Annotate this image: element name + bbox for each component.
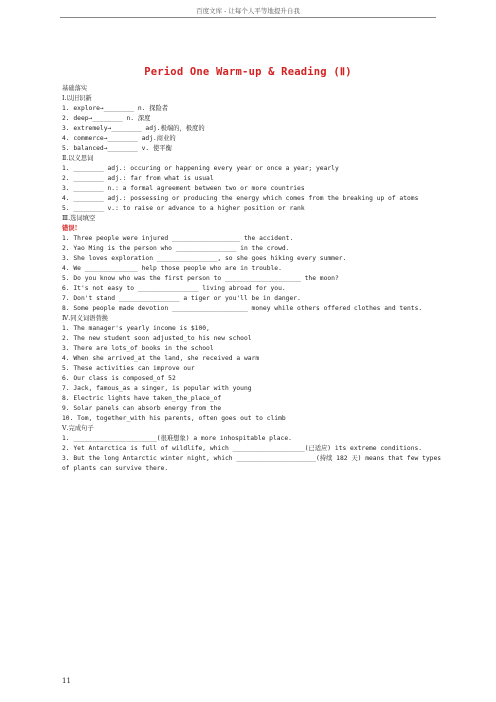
exercise-line: 3. She loves exploration ________________, so she goes hiking every summer. — [62, 255, 347, 262]
section-heading: Ⅲ.选词填空 — [62, 215, 96, 222]
exercise-line: 3. But the long Antarctic winter night, which _____________________(持续 182 天) means that few types of plants can survive there. — [62, 455, 442, 472]
exercise-line: 2. Yao Ming is the person who ________________ in the crowd. — [62, 245, 290, 252]
page-number: 11 — [62, 677, 71, 685]
exercise-line: 3. ________ n.: a formal agreement between two or more countries — [62, 185, 305, 192]
exercise-line: 3. There are lots_of books in the school — [62, 345, 214, 352]
section-heading: Ⅰ.以旧识新 — [62, 95, 92, 102]
section-heading: 基础落实 — [62, 85, 88, 92]
exercise-line: 6. It's not easy to ________________ living abroad for you. — [62, 285, 286, 292]
exercise-line: 4. ________ adj.: possessing or producing the energy which comes from the breaking up of atoms — [62, 195, 419, 202]
exercise-line: 9. Solar panels can absorb energy from the — [62, 405, 222, 412]
exercise-line: 1. explore→________ n. 探险者 — [62, 105, 169, 112]
exercise-line: 5. ________ v.: to raise or advance to a higher position or rank — [62, 205, 305, 212]
exercise-line: 5. Do you know who was the first person to ____________________ the moon? — [62, 275, 339, 282]
section-heading: Ⅱ.以义思词 — [62, 155, 94, 162]
exercise-line: 5. balanced→________ v. 使平衡 — [62, 145, 172, 152]
worksheet-body — [62, 84, 442, 474]
exercise-line: 2. ________ adj.: far from what is usual — [62, 175, 214, 182]
exercise-line: 10. Tom, together_with his parents, often goes out to climb — [62, 415, 286, 422]
exercise-line: 2. Yet Antarctica is full of wildlife, which ___________________(已适应) its extreme conditions. — [62, 445, 423, 452]
exercise-line: 8. Some people made devotion ____________________ money while others offered clothes and tents. — [62, 305, 423, 312]
exercise-line: 3. extremely→________ adj.极端的，极度的 — [62, 125, 205, 132]
exercise-line: 1. The manager's yearly income is $100, — [62, 325, 210, 332]
section-heading: Ⅳ.同义词语替换 — [62, 315, 109, 322]
document-title: Period One Warm-up & Reading (Ⅱ) — [144, 66, 352, 78]
exercise-line: 2. The new student soon adjusted_to his new school — [62, 335, 252, 342]
error-marker: 错误! — [62, 225, 78, 232]
exercise-line: 2. deep→________ n. 深度 — [62, 115, 151, 122]
exercise-line: 7. Jack, famous_as a singer, is popular with young — [62, 385, 252, 392]
exercise-line: 4. We ______________ help those people who are in trouble. — [62, 265, 282, 272]
exercise-line: 6. Our class is composed_of 52 — [62, 375, 176, 382]
exercise-line: 7. Don't stand ________________ a tiger or you'll be in danger. — [62, 295, 301, 302]
exercise-line: 5. These activities can improve our — [62, 365, 195, 372]
exercise-line: 8. Electric lights have taken_the_place_of — [62, 395, 222, 402]
exercise-line: 4. When she arrived_at the land, she received a warm — [62, 355, 260, 362]
exercise-line: 1. Three people were injured __________________ the accident. — [62, 235, 294, 242]
exercise-line: 1. ________ adj.: occuring or happening every year or once a year; yearly — [62, 165, 339, 172]
exercise-line: 1. ______________________(很难想象) a more inhospitable place. — [62, 435, 292, 442]
section-heading: Ⅴ.完成句子 — [62, 425, 94, 432]
header-rule — [60, 17, 436, 18]
exercise-line: 4. commerce→________ adj.商业的 — [62, 135, 176, 142]
page-header: 百度文库 - 让每个人平等地提升自我 — [196, 7, 300, 15]
